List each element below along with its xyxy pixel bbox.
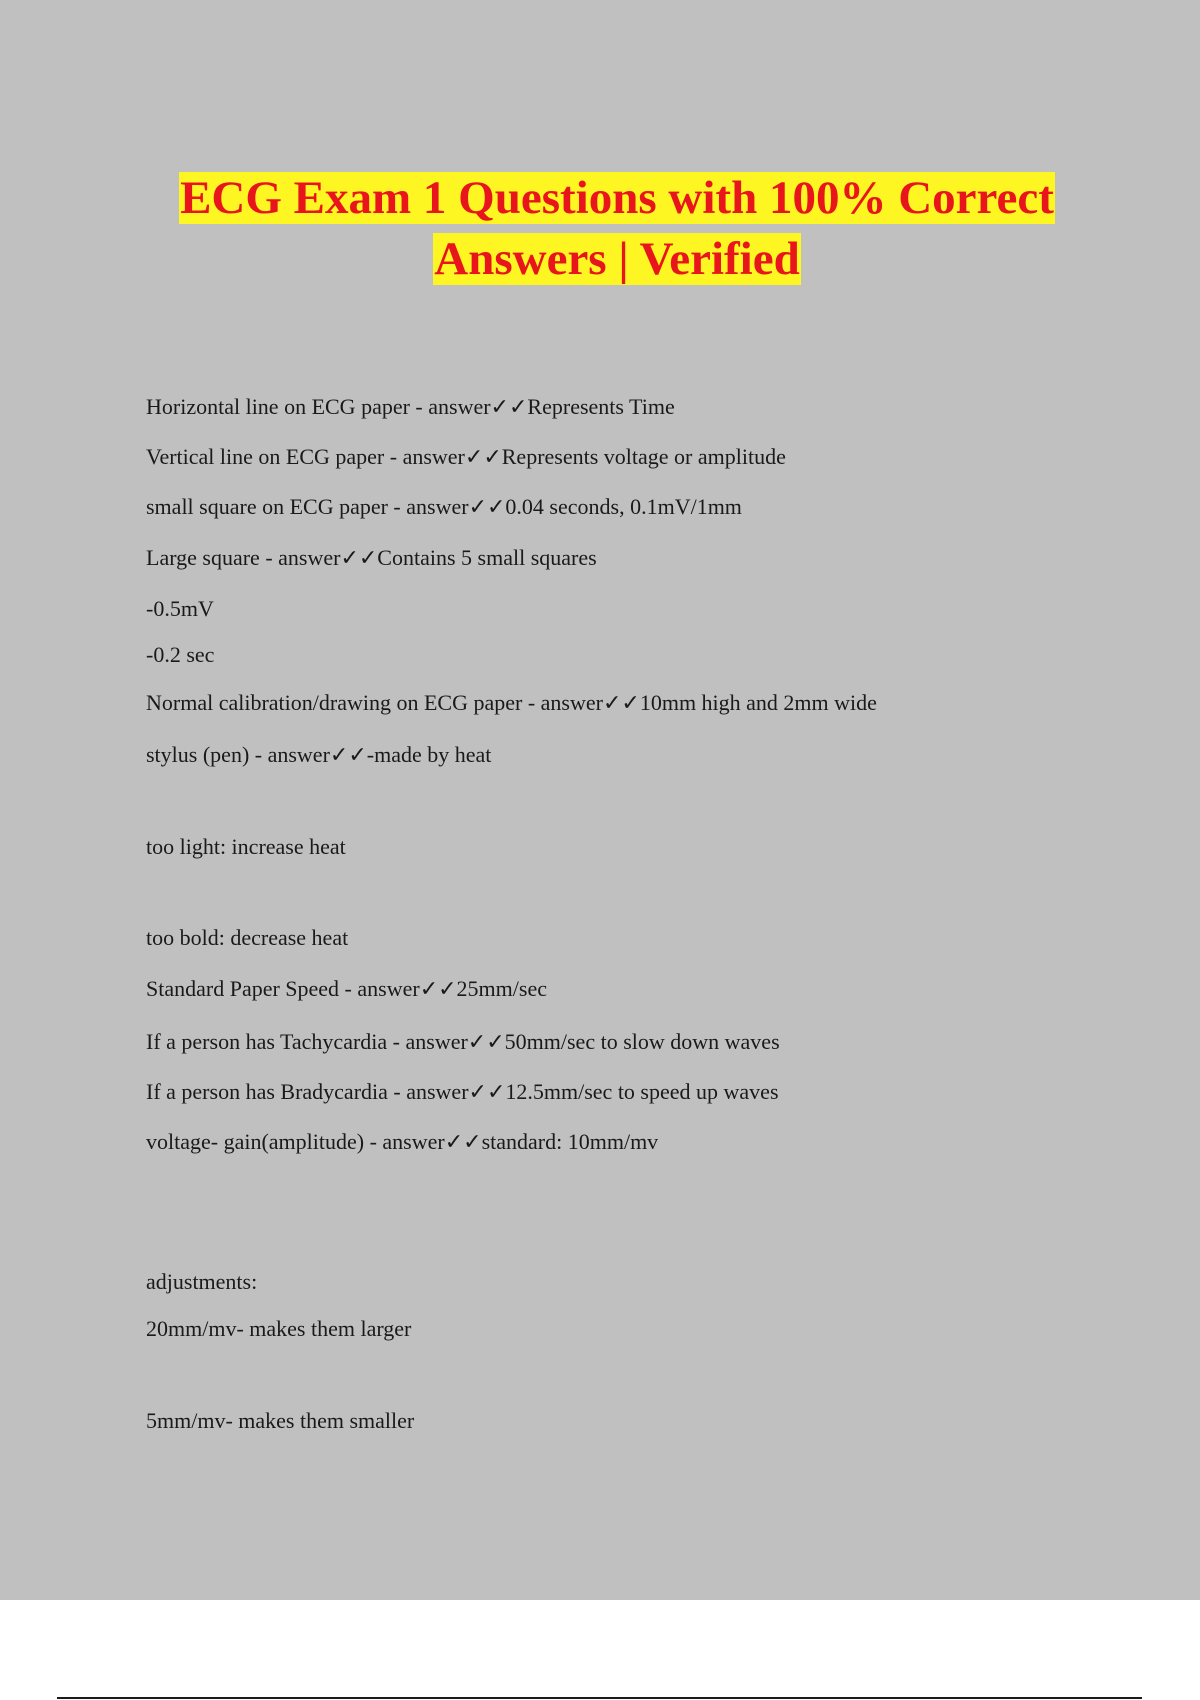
qa-line-calibration: Normal calibration/drawing on ECG paper - answer✓✓10mm high and 2mm wide xyxy=(146,690,877,715)
qa-line-small-square: small square on ECG paper - answer✓✓0.04 seconds, 0.1mV/1mm xyxy=(146,494,742,519)
footer-divider xyxy=(57,1697,1142,1699)
qa-line-tachycardia: If a person has Tachycardia - answer✓✓50mm/sec to slow down waves xyxy=(146,1029,780,1054)
qa-line-voltage-gain: voltage- gain(amplitude) - answer✓✓standard: 10mm/mv xyxy=(146,1129,659,1154)
text-line-20mm: 20mm/mv- makes them larger xyxy=(146,1316,412,1341)
qa-line-vertical: Vertical line on ECG paper - answer✓✓Represents voltage or amplitude xyxy=(146,444,786,469)
title-line-1: ECG Exam 1 Questions with 100% Correct xyxy=(180,172,1054,224)
text-line-too-light: too light: increase heat xyxy=(146,834,346,859)
text-line-time: -0.2 sec xyxy=(146,642,215,667)
qa-line-horizontal: Horizontal line on ECG paper - answer✓✓Represents Time xyxy=(146,394,675,419)
text-line-too-bold: too bold: decrease heat xyxy=(146,925,349,950)
text-line-5mm: 5mm/mv- makes them smaller xyxy=(146,1408,415,1433)
title-line-2: Answers | Verified xyxy=(434,233,800,285)
text-line-voltage: -0.5mV xyxy=(146,596,214,621)
qa-line-stylus: stylus (pen) - answer✓✓-made by heat xyxy=(146,742,492,767)
text-line-adjustments: adjustments: xyxy=(146,1269,258,1294)
qa-line-paper-speed: Standard Paper Speed - answer✓✓25mm/sec xyxy=(146,976,547,1001)
document-title xyxy=(0,168,1200,290)
qa-line-bradycardia: If a person has Bradycardia - answer✓✓12.5mm/sec to speed up waves xyxy=(146,1079,779,1104)
qa-line-large-square: Large square - answer✓✓Contains 5 small squares xyxy=(146,545,597,570)
